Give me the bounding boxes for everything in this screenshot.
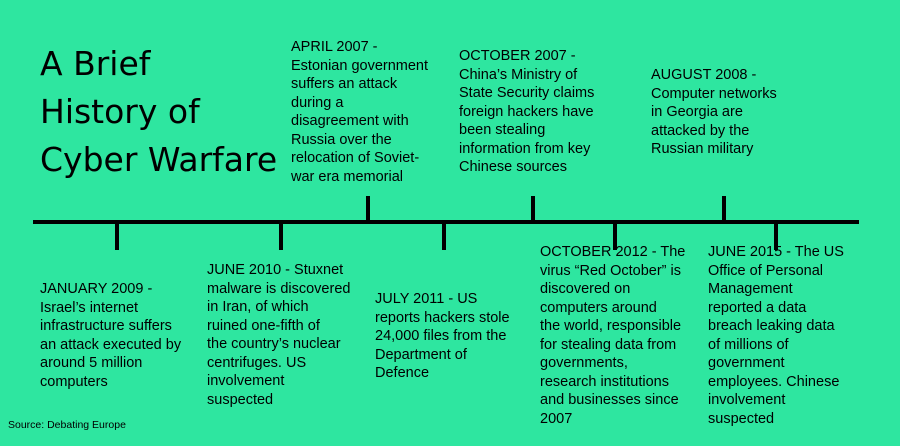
event-june-2015: JUNE 2015 - The US Office of Personal Management reported a data breach leaking data of millions of government employees. Chinese involvement suspected <box>708 244 844 427</box>
tick-july-2011 <box>442 222 446 250</box>
title-line-2: History of <box>40 92 200 131</box>
event-april-2007: APRIL 2007 - Estonian government suffers an attack during a disagreement with Russia over the relocation of Soviet- war era memorial <box>291 39 429 185</box>
event-july-2011: JULY 2011 - US reports hackers stole 24,000 files from the Department of Defence <box>375 291 510 381</box>
tick-october-2007 <box>531 196 535 222</box>
tick-august-2008 <box>722 196 726 222</box>
timeline-axis <box>33 220 859 224</box>
event-june-2010: JUNE 2010 - Stuxnet malware is discovered in Iran, of which ruined one-fifth of the country’s nuclear centrifuges. US involvement suspected <box>207 262 351 408</box>
source-credit: Source: Debating Europe <box>8 419 126 431</box>
tick-january-2009 <box>115 222 119 250</box>
tick-june-2010 <box>279 222 283 250</box>
event-october-2012: OCTOBER 2012 - The virus “Red October” is discovered on computers around the world, responsible for stealing data from governments, research institutions and businesses since 2007 <box>540 244 686 427</box>
title-line-3: Cyber Warfare <box>40 140 278 179</box>
event-october-2007: OCTOBER 2007 - China’s Ministry of State Security claims foreign hackers have been stealing information from key Chinese sources <box>459 48 595 175</box>
title-line-1: A Brief <box>40 44 151 83</box>
tick-april-2007 <box>366 196 370 222</box>
event-january-2009: JANUARY 2009 - Israel’s internet infrastructure suffers an attack executed by around 5 million computers <box>40 281 182 390</box>
timeline-title <box>40 40 277 184</box>
event-august-2008: AUGUST 2008 - Computer networks in Georgia are attacked by the Russian military <box>651 67 777 157</box>
